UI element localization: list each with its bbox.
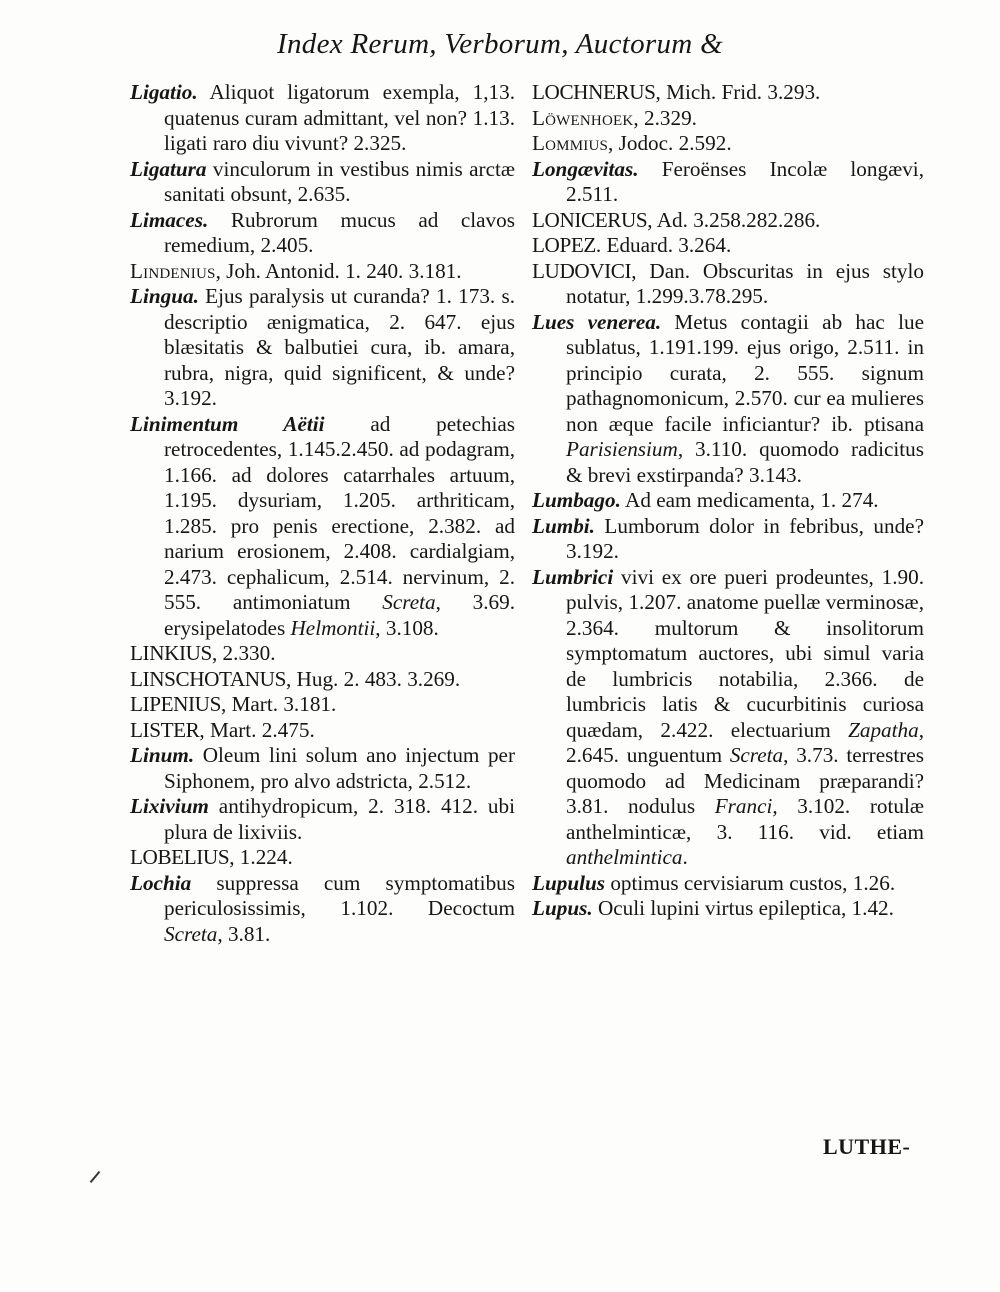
- entry-italic-name: Screta: [729, 743, 784, 767]
- entry-italic-name: Screta: [382, 590, 436, 614]
- entry-text: , 2.330.: [211, 641, 276, 665]
- entry-text: , 3.102. rotulæ anthelminticæ, 3. 116. vid. etiam: [566, 794, 924, 844]
- entry-text: , Jodoc. 2.592.: [608, 131, 732, 155]
- entry-italic-name: Parisiensium: [566, 437, 678, 461]
- entry-headword: Longævitas.: [532, 156, 639, 181]
- entry-headword: Lixivium: [130, 794, 209, 818]
- entry-text: , Mart. 2.475.: [199, 717, 315, 742]
- entry-italic-name: Helmontii: [290, 615, 376, 640]
- entry-text: Oleum lini solum ano injectum per Siphonem, pro alvo adstricta, 2.512.: [164, 743, 515, 793]
- entry-author-name: Lommius: [532, 131, 609, 155]
- index-entry: [130, 743, 515, 794]
- entry-text: , Joh. Antonid. 1. 240. 3.181.: [215, 258, 462, 283]
- entry-italic-name: Screta: [164, 921, 218, 946]
- entry-text: Feroënses Incolæ longævi, 2.511.: [566, 156, 924, 206]
- entry-headword: Lumbi.: [532, 513, 595, 538]
- index-entry: [130, 259, 515, 285]
- entry-author-name: Löwenhoek: [532, 105, 634, 130]
- index-entry: [532, 488, 924, 514]
- catchword: LUTHE-: [823, 1134, 911, 1159]
- index-entry: [130, 692, 515, 718]
- index-entry: [532, 131, 924, 157]
- index-entry: [130, 208, 515, 259]
- entry-text: , 2.645. unguentum: [566, 717, 924, 767]
- entry-text: suppressa cum symptomatibus periculosissimis, 1.102. Decoctum: [164, 870, 515, 920]
- entry-text: Ejus paralysis ut curanda? 1. 173. s. descriptio ænigmatica, 2. 647. ejus blæsitatis & balbutiei cura, ib. amara, rubra, nigra, quid significent, & unde? 3.192.: [164, 284, 515, 410]
- entry-author-name: LUDOVICI: [532, 258, 632, 283]
- index-entry: [130, 641, 515, 667]
- entry-author-name: LOCHNERUS: [532, 80, 656, 104]
- running-header: Index Rerum, Verborum, Auctorum &: [277, 28, 723, 60]
- index-entry: [130, 157, 515, 208]
- entry-headword: Lumbrici: [532, 564, 614, 589]
- entry-text: , Dan. Obscuritas in ejus stylo notatur, 1.299.3.78.295.: [566, 258, 924, 308]
- entry-text: . Eduard. 3.264.: [595, 233, 732, 257]
- index-entry: [532, 259, 924, 310]
- entry-text: , Mart. 3.181.: [220, 692, 337, 716]
- entry-text: Metus contagii ab hac lue sublatus, 1.191.199. ejus origo, 2.511. in principio curata, 2. 555. signum pathagnomonicum, 2.570. cur ea mulieres non æque facile inficiantur? ib. ptisana: [566, 309, 924, 436]
- entry-text: Aliquot ligatorum exempla, 1,13. quatenus curam admittant, vel non? 1.13. ligati raro diu vivunt? 2.325.: [164, 80, 515, 155]
- entry-text: ad petechias retrocedentes, 1.145.2.450. ad podagram, 1.166. ad dolores catarrhales artuum, 1.195. dysuriam, 1.205. arthriticam, 1.285. pro penis erectione, 2.382. ad narium erosionem, 2.408. cardialgiam, 2.473. cephalicum, 2.514. nervinum, 2. 555. antimoniatum: [164, 411, 515, 614]
- entry-author-name: LONICERUS: [532, 207, 648, 232]
- entry-text: , Hug. 2. 483. 3.269.: [285, 666, 461, 691]
- index-entry: [532, 871, 924, 897]
- index-entry: [130, 871, 515, 948]
- index-column-right: [532, 80, 924, 922]
- entry-text: antihydropicum, 2. 318. 412. ubi plura de lixiviis.: [164, 794, 515, 844]
- entry-text: , 1.224.: [229, 845, 293, 869]
- index-entry: [532, 80, 924, 106]
- entry-text: , Mich. Frid. 3.293.: [655, 80, 821, 104]
- entry-text: Ad eam medicamenta, 1. 274.: [620, 488, 879, 512]
- entry-text: , 3.69. erysipelatodes: [164, 590, 515, 640]
- entry-italic-name: anthelmintica: [566, 845, 683, 869]
- entry-author-name: LOPEZ: [532, 233, 596, 257]
- entry-text: Oculi lupini virtus epileptica, 1.42.: [592, 896, 894, 920]
- index-entry: [130, 80, 515, 157]
- entry-headword: Lingua.: [130, 284, 199, 308]
- index-entry: [130, 667, 515, 693]
- index-entry: [532, 233, 924, 259]
- index-entry: [130, 794, 515, 845]
- entry-headword: Lochia: [130, 870, 192, 895]
- entry-text: Rubrorum mucus ad clavos remedium, 2.405.: [164, 207, 515, 257]
- entry-author-name: LINKIUS: [130, 641, 212, 665]
- entry-text: vivi ex ore pueri prodeuntes, 1.90. pulvis, 1.207. anatome puellæ verminosæ, 2.364. multorum & insolitorum symptomatum auctores, ubi simul varia de lumbricis notabilia, 2.366. de lumbricis latis & cucurbitinis curiosa quædam, 2.422. electuarium: [566, 564, 924, 742]
- index-entry: [130, 845, 515, 871]
- entry-text: , 3.81.: [217, 921, 271, 946]
- entry-text: , 3.108.: [375, 615, 439, 640]
- index-entry: [532, 208, 924, 234]
- index-entry: [532, 106, 924, 132]
- entry-headword: Ligatura: [130, 156, 207, 181]
- entry-headword: Lumbago.: [532, 488, 621, 512]
- entry-text: , 2.329.: [633, 105, 697, 130]
- index-entry: [130, 284, 515, 412]
- entry-italic-name: Zapatha: [848, 717, 919, 742]
- pen-mark: [90, 1171, 101, 1183]
- index-entry: [130, 718, 515, 744]
- entry-headword: Ligatio.: [130, 80, 198, 104]
- entry-text: .: [682, 845, 688, 869]
- entry-headword: Linum.: [130, 743, 195, 767]
- index-entry: [532, 157, 924, 208]
- entry-text: optimus cervisiarum custos, 1.26.: [605, 870, 896, 895]
- entry-author-name: LOBELIUS: [130, 845, 230, 869]
- entry-headword: Lupulus: [532, 870, 606, 895]
- entry-author-name: LIPENIUS: [130, 692, 221, 716]
- entry-author-name: LINSCHOTANUS: [130, 666, 286, 691]
- entry-author-name: LISTER: [130, 717, 200, 742]
- entry-headword: Linimentum Aëtii: [130, 411, 325, 436]
- entry-headword: Lues venerea.: [532, 309, 662, 334]
- index-entry: [532, 565, 924, 871]
- entry-author-name: Lindenius: [130, 258, 216, 283]
- entry-headword: Lupus.: [532, 896, 593, 920]
- index-entry: [532, 896, 924, 922]
- entry-text: vinculorum in vestibus nimis arctæ sanitati obsunt, 2.635.: [164, 156, 515, 206]
- entry-text: , 3.110. quomodo radicitus & brevi exstirpanda? 3.143.: [566, 437, 924, 487]
- index-entry: [532, 514, 924, 565]
- entry-text: , 3.73. terrestres quomodo ad Medicinam præparandi? 3.81. nodulus: [566, 743, 924, 818]
- entry-italic-name: Franci: [714, 794, 773, 818]
- index-column-left: [130, 80, 515, 947]
- entry-headword: Limaces.: [130, 207, 209, 232]
- entry-text: Lumborum dolor in febribus, unde? 3.192.: [566, 513, 924, 563]
- entry-text: , Ad. 3.258.282.286.: [647, 207, 821, 232]
- index-entry: [130, 412, 515, 642]
- index-entry: [532, 310, 924, 489]
